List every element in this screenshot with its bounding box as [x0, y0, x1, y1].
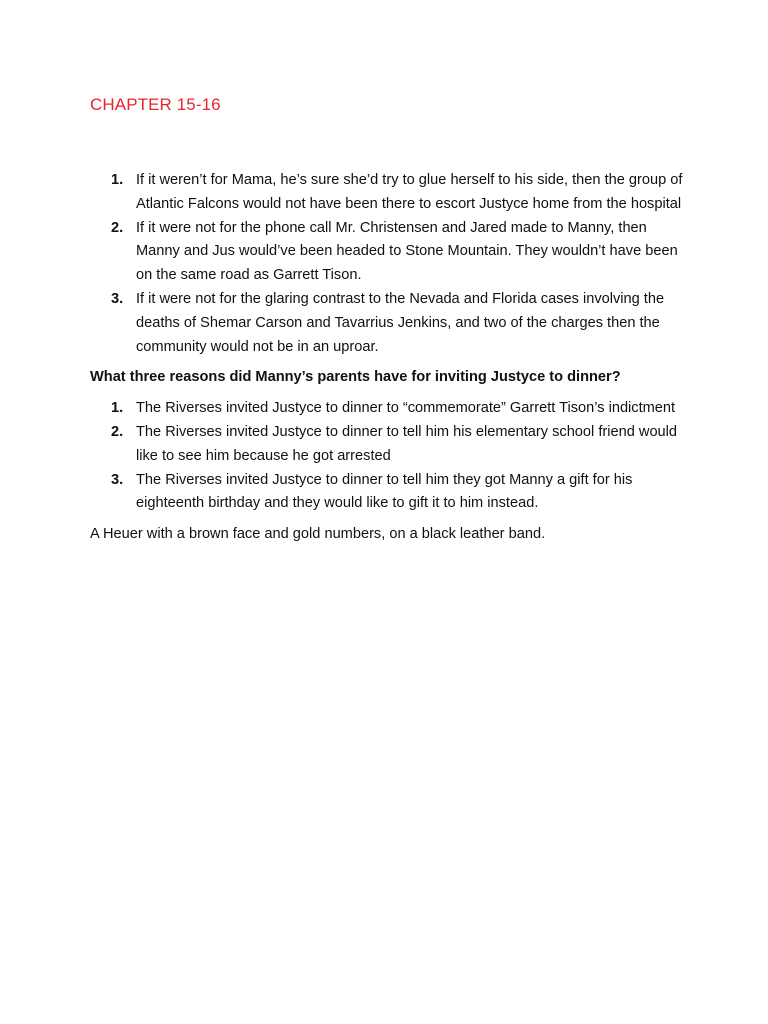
list-item: If it were not for the glaring contrast to the Nevada and Florida cases involving the deaths of Shemar Carson and Tavarrius Jenkins, and two of the charges then the community would not be in an uproar.	[136, 290, 665, 355]
list-item: If it were not for the phone call Mr. Christensen and Jared made to Manny, then Manny and Jus would’ve been headed to Stone Mountain. They wouldn’t have been on the same road as Garrett Tison.	[136, 219, 678, 284]
list-item: The Riverses invited Justyce to dinner to tell him they got Manny a gift for his eighteenth birthday and they would like to gift it to him instead.	[136, 471, 633, 512]
answer-list-2	[90, 397, 690, 516]
list-item: The Riverses invited Justyce to dinner to “commemorate” Garrett Tison’s indictment	[136, 400, 676, 417]
list-item: If it weren’t for Mama, he’s sure she’d try to glue herself to his side, then the group of Atlantic Falcons would not have been there to escort Justyce home from the hospital	[136, 172, 683, 212]
chapter-heading: CHAPTER 15-16	[90, 95, 221, 114]
watch-description: A Heuer with a brown face and gold numbers, on a black leather band.	[90, 526, 546, 543]
list-item: The Riverses invited Justyce to dinner to tell him his elementary school friend would like to see him because he got arrested	[136, 423, 678, 464]
question-text: What three reasons did Manny’s parents have for inviting Justyce to dinner?	[90, 369, 621, 386]
answer-list-1	[90, 169, 690, 359]
document-body	[90, 169, 690, 547]
